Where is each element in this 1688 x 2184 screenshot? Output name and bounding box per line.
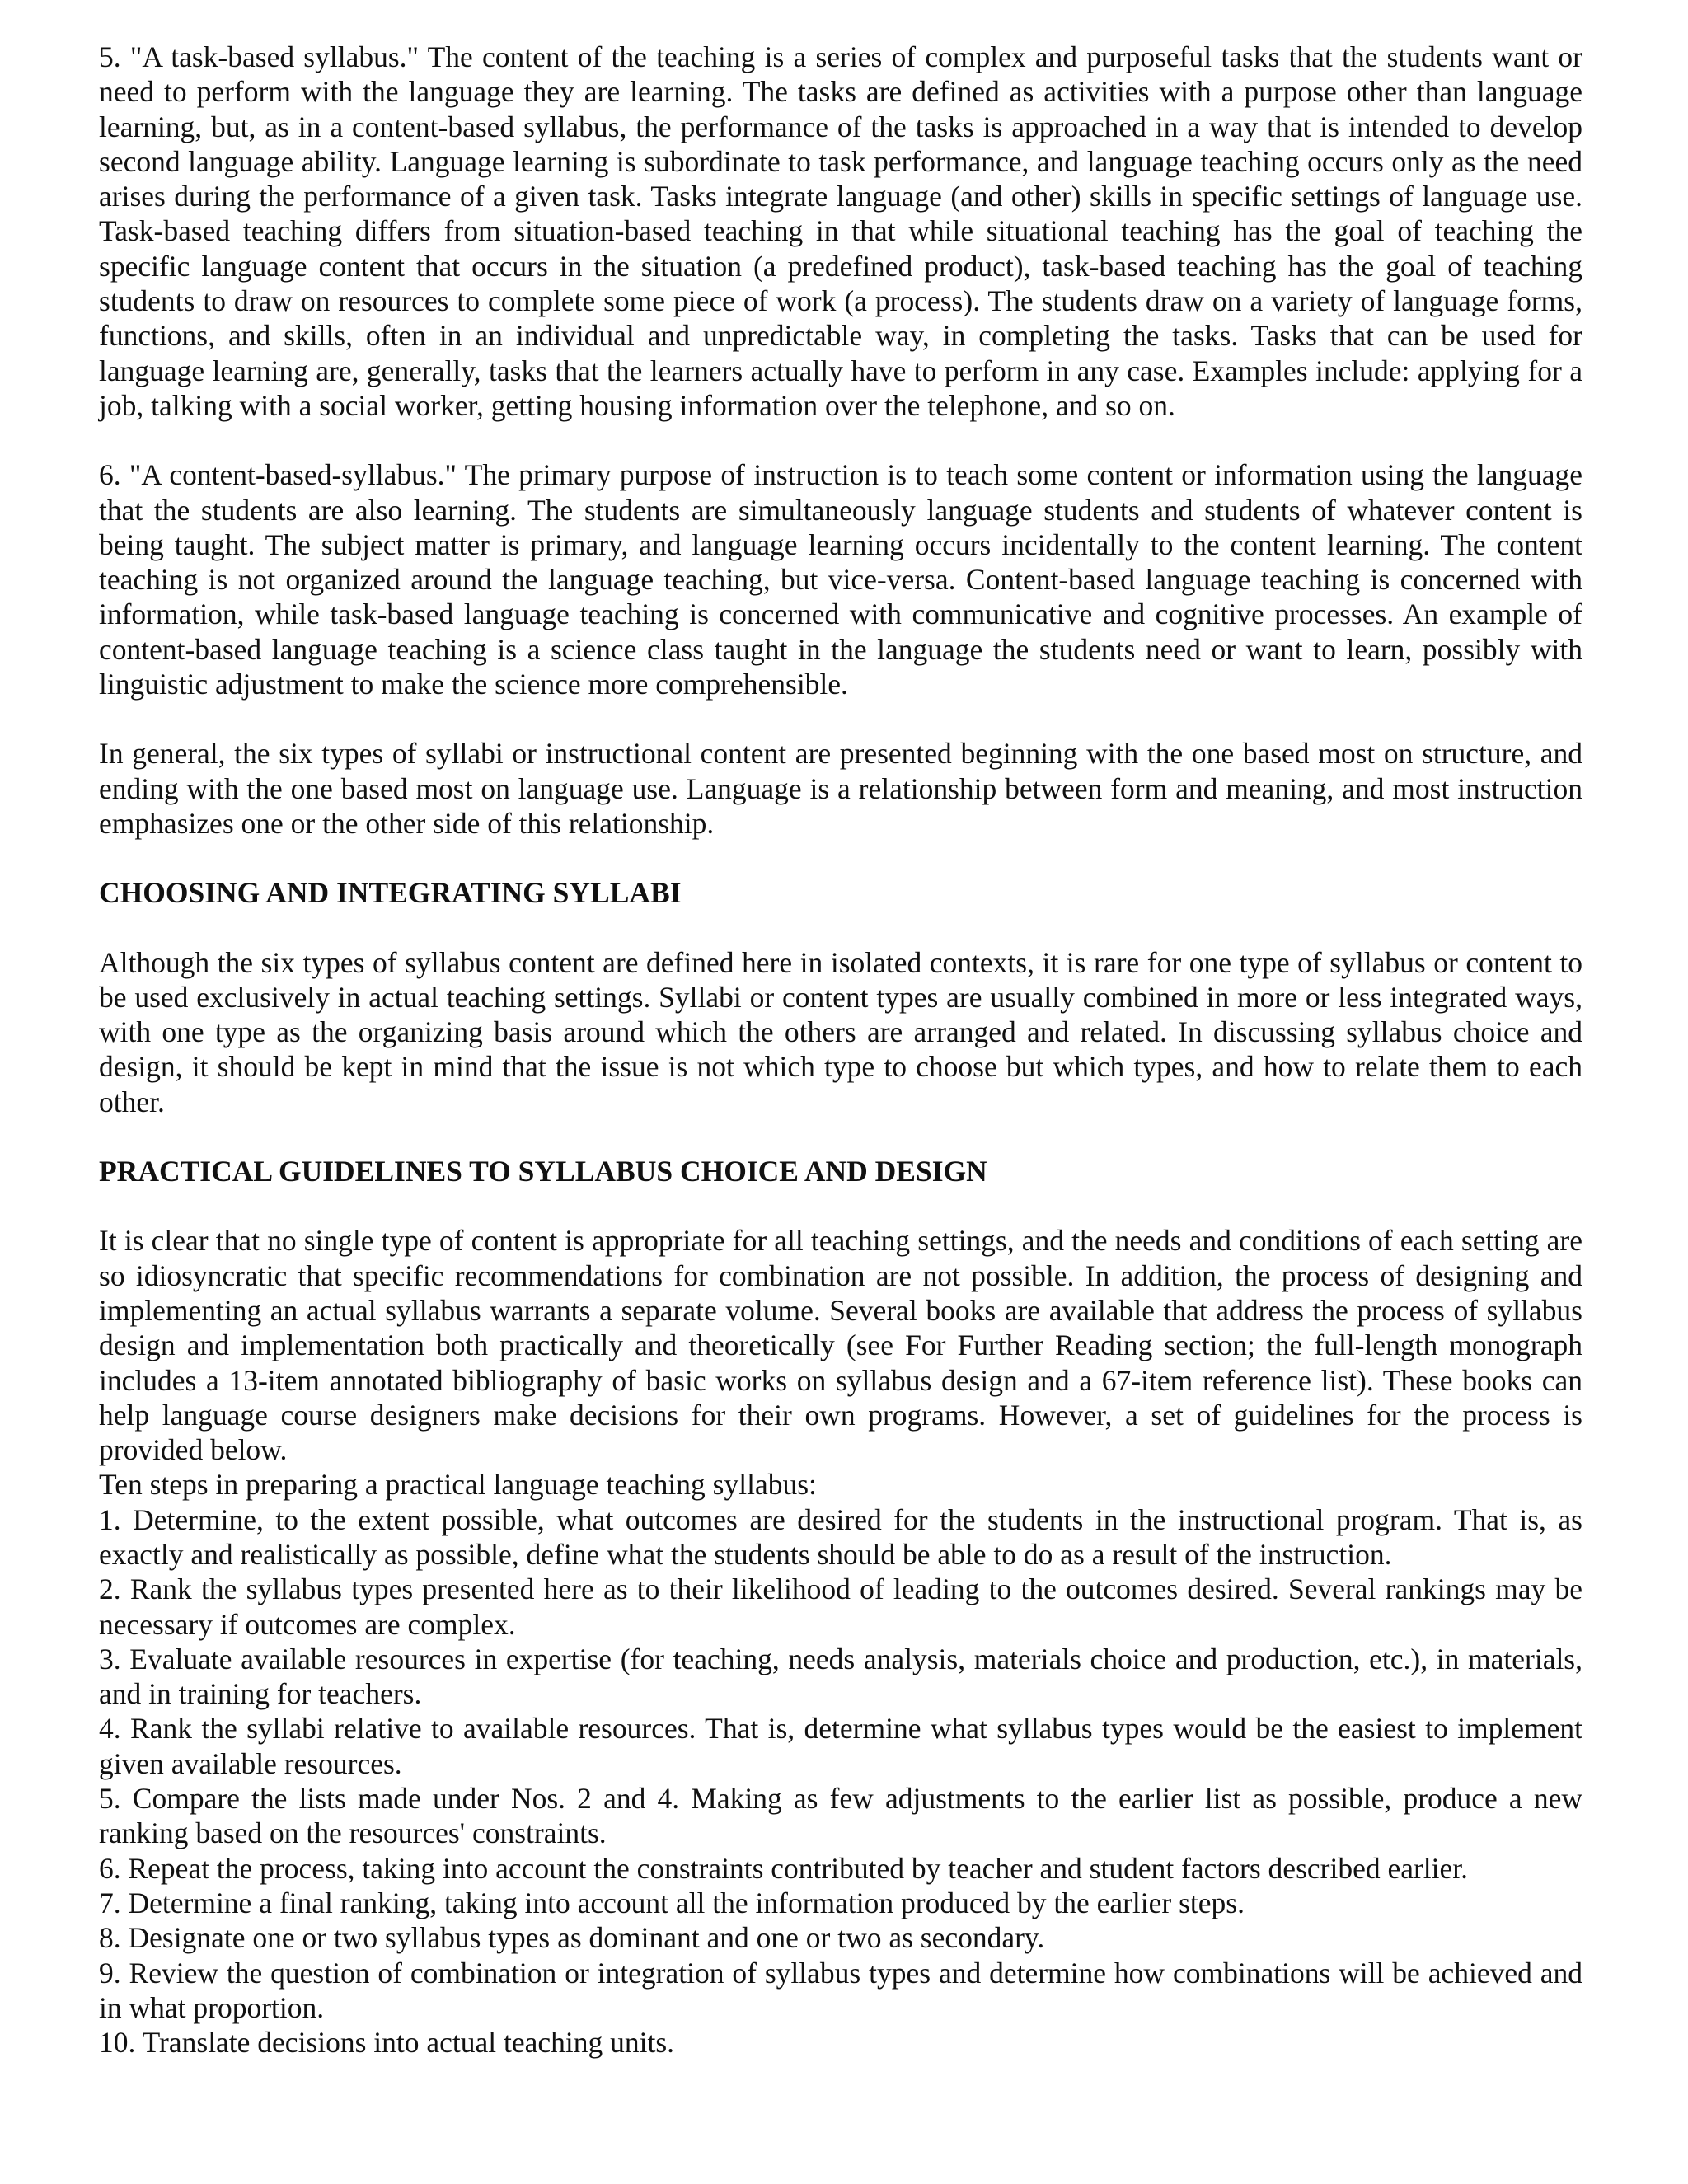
paragraph-task-based-syllabus: 5. "A task-based syllabus." The content of the teaching is a series of complex and purposeful tasks that the students want or need to perform with the language they are learning. The tasks are defined as activities with a purpose other than language learning, but, as in a content-based syllabus, the performance of the tasks is approached in a way that is intended to develop second language ability. Language learning is subordinate to task performance, and language teaching occurs only as the need arises during the performance of a given task. Tasks integrate language (and other) skills in specific settings of language use. Task-based teaching differs from situation-based teaching in that while situational teaching has the goal of teaching the specific language content that occurs in the situation (a predefined product), task-based teaching has the goal of teaching students to draw on resources to complete some piece of work (a process). The students draw on a variety of language forms, functions, and skills, often in an individual and unpredictable way, in completing the tasks. Tasks that can be used for language learning are, generally, tasks that the learners actually have to perform in any case. Examples include: applying for a job, talking with a social worker, getting housing information over the telephone, and so on. xyxy=(99,40,1582,422)
steps-list xyxy=(99,1502,1582,2060)
step-item-6: 6. Repeat the process, taking into account the constraints contributed by teacher and student factors described earlier. xyxy=(99,1851,1469,1885)
paragraph-in-general: In general, the six types of syllabi or instructional content are presented beginning with the one based most on structure, and ending with the one based most on language use. Language is a relationship between form and meaning, and most instruction emphasizes one or the other side of this relationship. xyxy=(99,737,1582,840)
step-item-8: 8. Designate one or two syllabus types as dominant and one or two as secondary. xyxy=(99,1921,1045,1955)
paragraph-practical-guidelines: It is clear that no single type of content is appropriate for all teaching settings, and the needs and conditions of each setting are so idiosyncratic that specific recommendations for combination are not possible. In addition, the process of designing and implementing an actual syllabus warrants a separate volume. Several books are available that address the process of syllabus design and implementation both practically and theoretically (see For Further Reading section; the full-length monograph includes a 13-item annotated bibliography of basic works on syllabus design and a 67-item reference list). These books can help language course designers make decisions for their own programs. However, a set of guidelines for the process is provided below. xyxy=(99,1224,1582,1467)
document-body xyxy=(99,40,1582,2060)
heading-choosing-and-integrating: CHOOSING AND INTEGRATING SYLLABI xyxy=(99,876,682,910)
steps-intro: Ten steps in preparing a practical language teaching syllabus: xyxy=(99,1468,817,1502)
paragraph-choosing-and-integrating: Although the six types of syllabus content are defined here in isolated contexts, it is rare for one type of syllabus or content to be used exclusively in actual teaching settings. Syllabi or content types are usually combined in more or less integrated ways, with one type as the organizing basis around which the others are arranged and related. In discussing syllabus choice and design, it should be kept in mind that the issue is not which type to choose but which types, and how to relate them to each other. xyxy=(99,945,1582,1118)
step-item-3: 3. Evaluate available resources in expertise (for teaching, needs analysis, materials choice and production, etc.), in materials, and in training for teachers. xyxy=(99,1642,1582,1711)
step-item-4: 4. Rank the syllabi relative to available resources. That is, determine what syllabus types would be the easiest to implement given available resources. xyxy=(99,1712,1582,1780)
paragraph-content-based-syllabus: 6. "A content-based-syllabus." The primary purpose of instruction is to teach some content or information using the language that the students are also learning. The students are simultaneously language students and students of whatever content is being taught. The subject matter is primary, and language learning occurs incidentally to the content learning. The content teaching is not organized around the language teaching, but vice-versa. Content-based language teaching is concerned with information, while task-based language teaching is concerned with communicative and cognitive processes. An example of content-based language teaching is a science class taught in the language the students need or want to learn, possibly with linguistic adjustment to make the science more comprehensible. xyxy=(99,458,1582,701)
step-item-2: 2. Rank the syllabus types presented here as to their likelihood of leading to the outcomes desired. Several rankings may be necessary if outcomes are complex. xyxy=(99,1572,1582,1641)
step-item-7: 7. Determine a final ranking, taking into account all the information produced by the earlier steps. xyxy=(99,1886,1245,1919)
step-item-5: 5. Compare the lists made under Nos. 2 and 4. Making as few adjustments to the earlier list as possible, produce a new ranking based on the resources' constraints. xyxy=(99,1782,1582,1850)
heading-practical-guidelines: PRACTICAL GUIDELINES TO SYLLABUS CHOICE AND DESIGN xyxy=(99,1155,987,1188)
step-item-9: 9. Review the question of combination or integration of syllabus types and determine how combinations will be achieved and in what proportion. xyxy=(99,1956,1582,2024)
step-item-10: 10. Translate decisions into actual teaching units. xyxy=(99,2026,675,2060)
step-item-1: 1. Determine, to the extent possible, what outcomes are desired for the students in the instructional program. That is, as exactly and realistically as possible, define what the students should be able to do as a result of the instruction. xyxy=(99,1502,1582,1571)
